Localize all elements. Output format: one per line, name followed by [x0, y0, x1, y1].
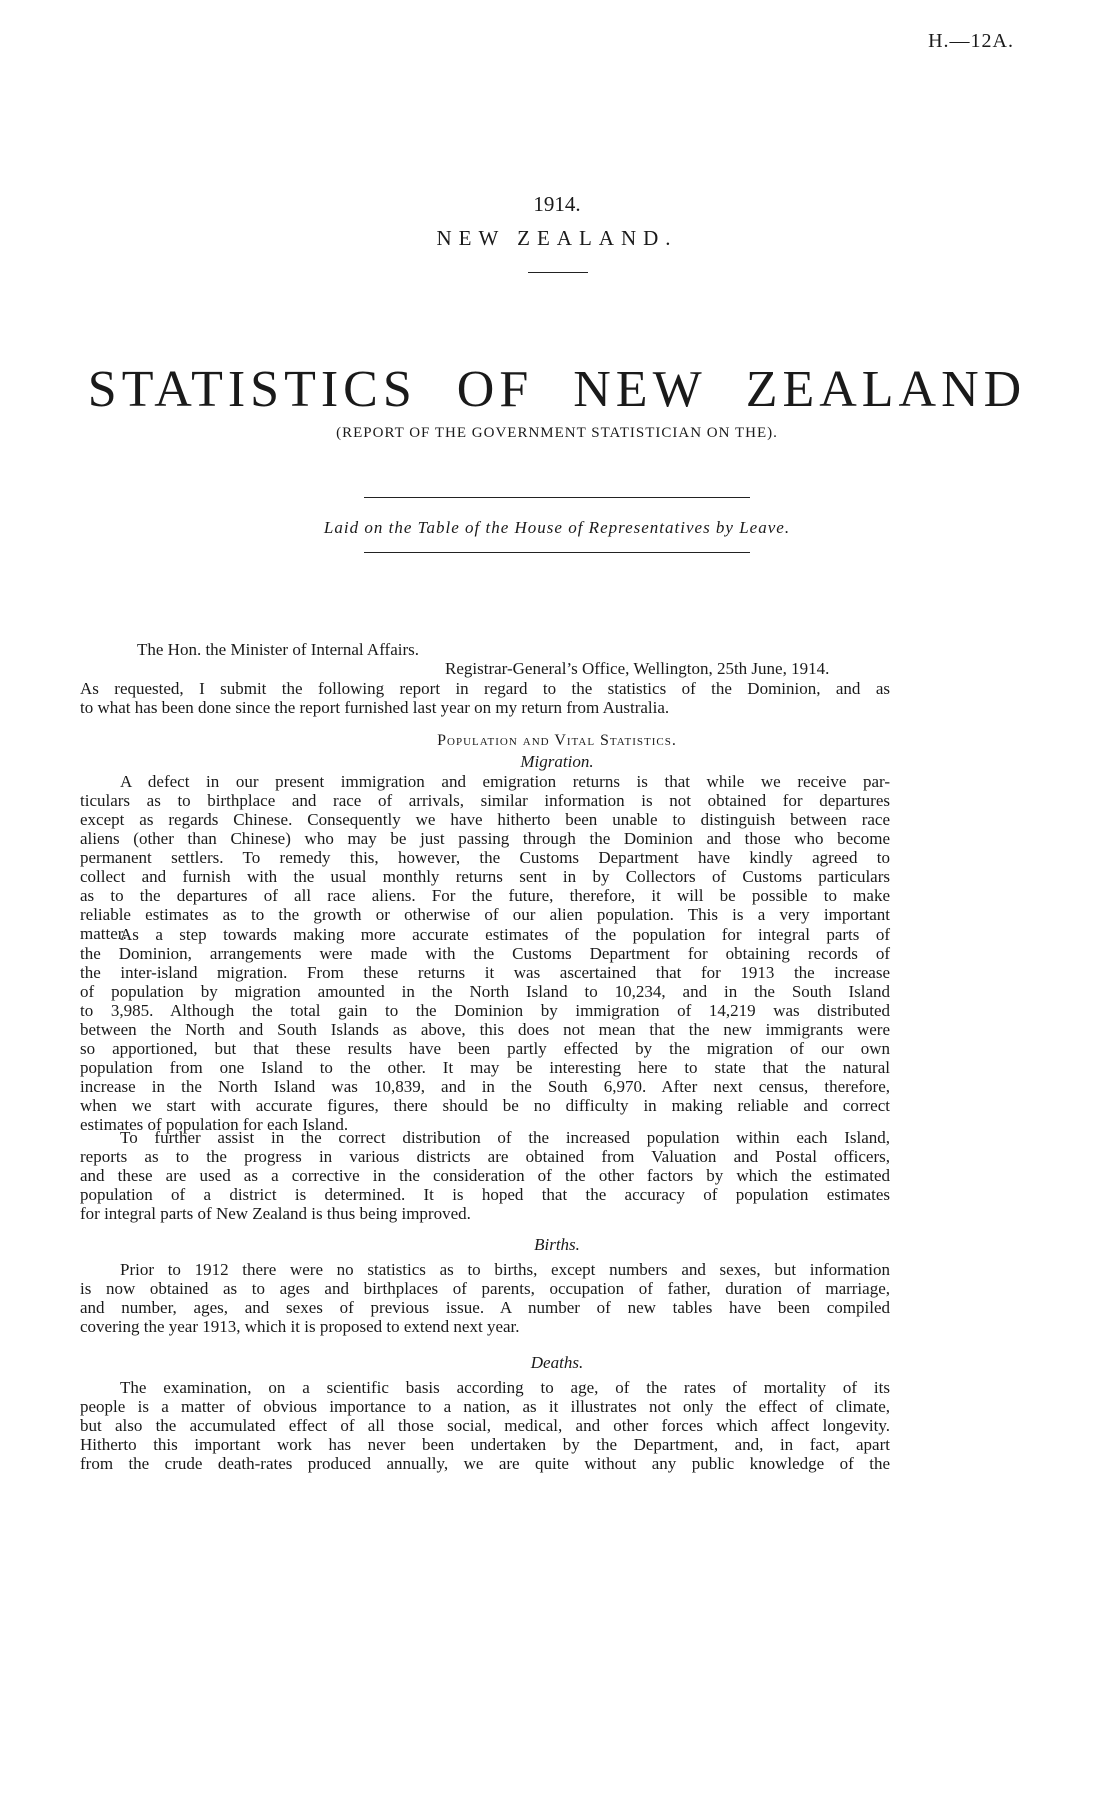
- births-heading: Births.: [534, 1235, 580, 1254]
- text-line: As requested, I submit the following report in regard to the statistics of the Dominion, and as: [80, 679, 890, 698]
- section-heading: Population and Vital Statistics.: [437, 732, 677, 749]
- letter-addressee: The Hon. the Minister of Internal Affairs.: [137, 640, 420, 659]
- text-line: matter.: [80, 924, 127, 943]
- text-line: aliens (other than Chinese) who may be just passing through the Dominion and those who become: [80, 829, 890, 848]
- text-line: reports as to the progress in various districts are obtained from Valuation and Postal officers,: [80, 1147, 890, 1166]
- text-line: Hitherto this important work has never been undertaken by the Department, and, in fact, apart: [80, 1435, 890, 1454]
- text-line: for integral parts of New Zealand is thus being improved.: [80, 1204, 471, 1223]
- text-line: when we start with accurate figures, there should be no difficulty in making reliable and correct: [80, 1096, 890, 1115]
- text-line: between the North and South Islands as above, this does not mean that the new immigrants were: [80, 1020, 890, 1039]
- text-line: ticulars as to birthplace and race of arrivals, similar information is not obtained for departures: [80, 791, 890, 810]
- text-line: so apportioned, but that these results have been partly effected by the migration of our own: [80, 1039, 890, 1058]
- text-line: Prior to 1912 there were no statistics as to births, except numbers and sexes, but information: [120, 1260, 890, 1279]
- text-line: covering the year 1913, which it is proposed to extend next year.: [80, 1317, 520, 1336]
- divider: [364, 552, 750, 553]
- deaths-heading: Deaths.: [530, 1353, 584, 1372]
- country: NEW ZEALAND.: [436, 226, 678, 250]
- text-line: the inter-island migration. From these returns it was ascertained that for 1913 the increase: [80, 963, 890, 982]
- text-line: people is a matter of obvious importance to a nation, as it illustrates not only the effect of climate,: [80, 1397, 890, 1416]
- document-title: STATISTICS OF NEW ZEALAND: [87, 361, 1027, 418]
- text-line: to what has been done since the report furnished last year on my return from Australia.: [80, 698, 670, 717]
- text-line: is now obtained as to ages and birthplaces of parents, occupation of father, duration of marriage,: [80, 1279, 890, 1298]
- divider: [528, 272, 588, 273]
- migration-heading: Migration.: [520, 752, 594, 771]
- text-line: population from one Island to the other. It may be interesting here to state that the natural: [80, 1058, 890, 1077]
- text-line: from the crude death-rates produced annually, we are quite without any public knowledge of the: [80, 1454, 890, 1473]
- text-line: population of a district is determined. It is hoped that the accuracy of population estimates: [80, 1185, 890, 1204]
- text-line: permanent settlers. To remedy this, however, the Customs Department have kindly agreed to: [80, 848, 890, 867]
- laid-notice: Laid on the Table of the House of Representatives by Leave.: [323, 518, 791, 537]
- text-line: increase in the North Island was 10,839, and in the South 6,970. After next census, therefore,: [80, 1077, 890, 1096]
- text-line: To further assist in the correct distribution of the increased population within each Island,: [120, 1128, 890, 1147]
- text-line: of population by migration amounted in the North Island to 10,234, and in the South Island: [80, 982, 890, 1001]
- text-line: as to the departures of all race aliens. For the future, therefore, it will be possible to make: [80, 886, 890, 905]
- text-line: A defect in our present immigration and emigration returns is that while we receive par-: [120, 772, 890, 791]
- text-line: reliable estimates as to the growth or otherwise of our alien population. This is a very important: [80, 905, 890, 924]
- document-reference: H.—12A.: [928, 30, 1014, 52]
- text-line: except as regards Chinese. Consequently we have hitherto been unable to distinguish between race: [80, 810, 890, 829]
- text-line: and number, ages, and sexes of previous issue. A number of new tables have been compiled: [80, 1298, 890, 1317]
- text-line: and these are used as a corrective in the consideration of the other factors by which the estimated: [80, 1166, 890, 1185]
- text-line: The examination, on a scientific basis according to age, of the rates of mortality of its: [120, 1378, 890, 1397]
- document-subtitle: (REPORT OF THE GOVERNMENT STATISTICIAN ON THE).: [336, 425, 778, 441]
- text-line: collect and furnish with the usual monthly returns sent in by Collectors of Customs particulars: [80, 867, 890, 886]
- year: 1914.: [533, 192, 581, 216]
- text-line: to 3,985. Although the total gain to the Dominion by immigration of 14,219 was distributed: [80, 1001, 890, 1020]
- letter-from: Registrar-General’s Office, Wellington, 25th June, 1914.: [445, 659, 830, 678]
- text-line: the Dominion, arrangements were made with the Customs Department for obtaining records of: [80, 944, 890, 963]
- text-line: but also the accumulated effect of all those social, medical, and other forces which affect longevity.: [80, 1416, 890, 1435]
- divider: [364, 497, 750, 498]
- text-line: As a step towards making more accurate estimates of the population for integral parts of: [120, 925, 890, 944]
- text-line: estimates of population for each Island.: [80, 1115, 349, 1134]
